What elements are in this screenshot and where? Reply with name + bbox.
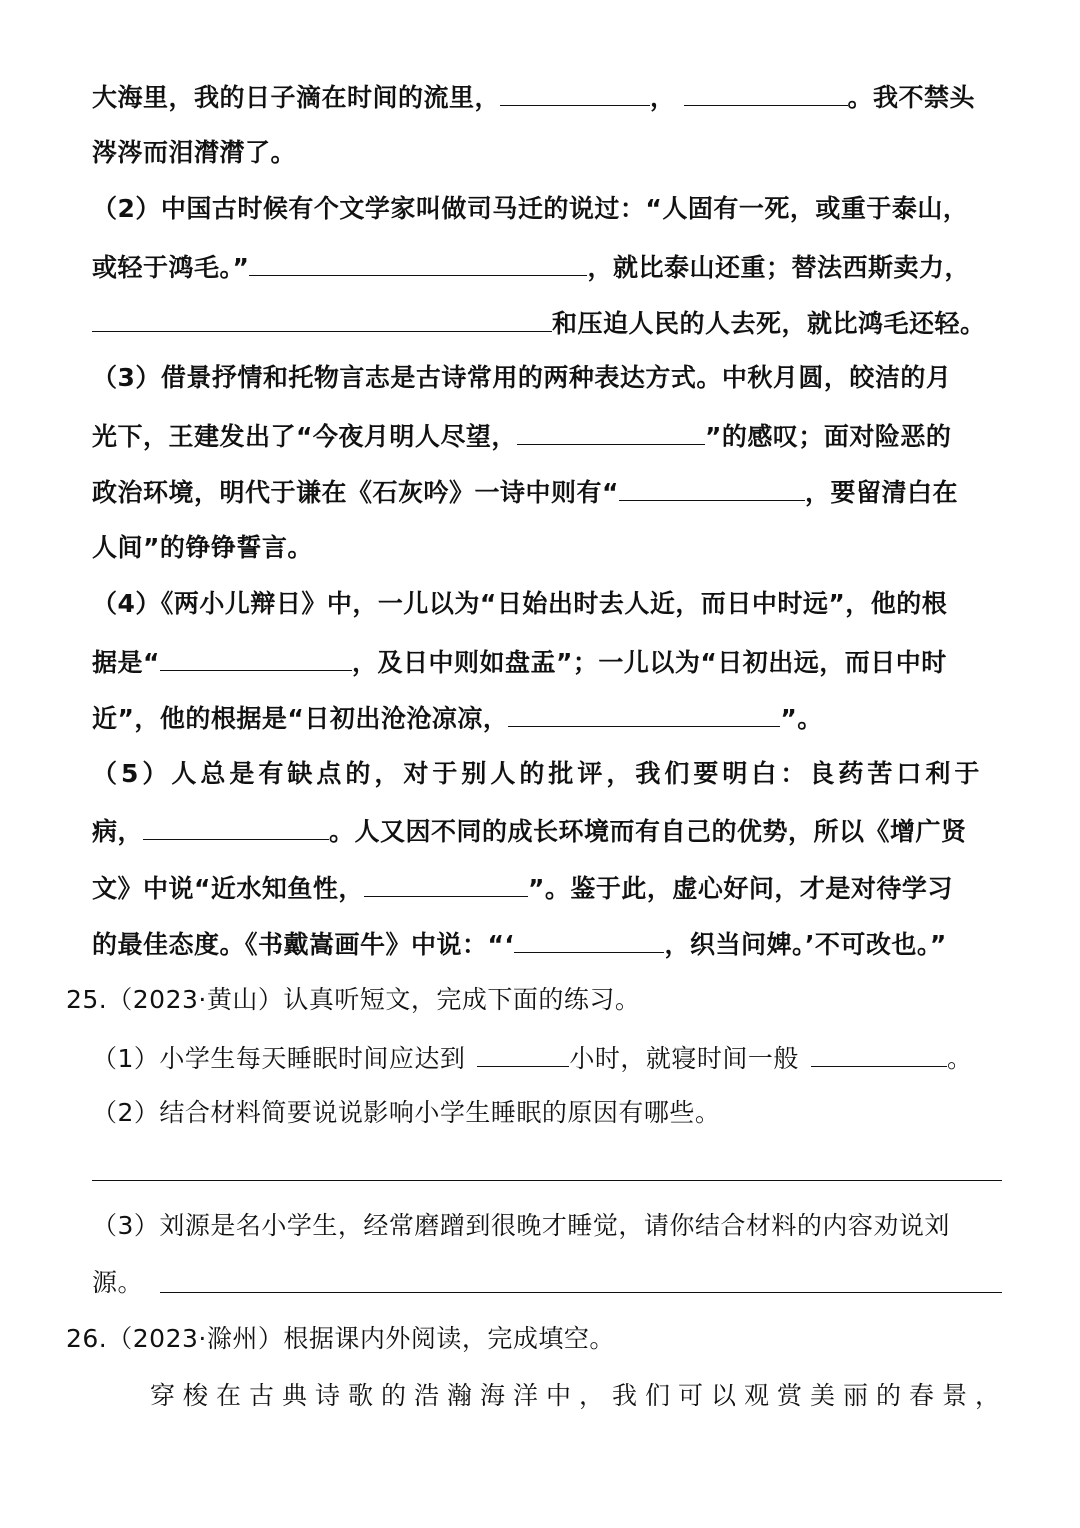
q3-text-d: ，要留清白在 [804,478,958,507]
q5-blank-3[interactable] [514,926,664,953]
q5-blank-1[interactable] [143,813,329,840]
q26-title: 26.（2023·滁州）根据课内外阅读，完成填空。 [66,1324,615,1353]
q3-blank-1[interactable] [517,418,705,445]
q25-part-1 [92,1040,972,1076]
q2-text-a: 或轻于鸿毛。” [92,253,250,282]
q4-line-3 [92,700,823,736]
q3-line-4: 人间”的铮铮誓言。 [92,533,313,562]
q25-title: 25.（2023·黄山）认真听短文，完成下面的练习。 [66,985,641,1014]
q1-line-1 [92,79,975,115]
q5-blank-2[interactable] [364,870,528,897]
q5-text-a: 病， [92,817,144,846]
q25-1-text-b: 小时，就寝时间一般 [569,1044,799,1073]
q4-line-2 [92,644,947,680]
q1-text-a: 大海里，我的日子滴在时间的流里， [92,83,501,112]
q3-blank-2[interactable] [619,474,805,501]
q5-text-f: ，织当问婢。’不可改也。” [664,930,947,959]
q5-line-4 [92,926,947,962]
q2-text-b: ，就比泰山还重；替法西斯卖力， [587,253,970,282]
q3-text-a: 光下，王建发出了“今夜月明人尽望， [92,422,517,451]
q25-answer-line-2[interactable] [92,1180,1002,1181]
q2-line-3 [92,305,986,341]
q1-blank-2[interactable] [684,79,848,106]
q2-line-2 [92,249,970,285]
q2-line-1: （2）中国古时候有个文学家叫做司马迁的说过：“人固有一死，或重于泰山， [92,194,969,223]
q4-blank-1[interactable] [160,644,352,671]
q25-blank-bedtime[interactable] [811,1040,947,1067]
q25-blank-hours[interactable] [477,1040,569,1067]
q3-text-b: ”的感叹；面对险恶的 [704,422,952,451]
q2-blank-1[interactable] [249,249,587,276]
q4-blank-2[interactable] [508,700,780,727]
q25-answer-line-3[interactable] [160,1292,1002,1293]
q25-part-3-line-2: 源。 [92,1268,144,1297]
q5-text-c: 文》中说“近水知鱼性， [92,874,364,903]
q5-line-3 [92,870,953,906]
q4-line-1: （4）《两小儿辩日》中，一儿以为“日始出时去人近，而日中时远”，他的根 [92,589,948,618]
q1-line-2: 涔涔而泪潸潸了。 [92,138,297,167]
q5-text-e: 的最佳态度。《书戴嵩画牛》中说：“‘ [92,930,515,959]
q4-text-a: 据是“ [92,648,160,677]
q5-line-1: （5）人总是有缺点的，对于别人的批评，我们要明白：良药苦口利于 [92,759,984,788]
q5-line-2 [92,813,967,849]
q3-line-1: （3）借景抒情和托物言志是古诗常用的两种表达方式。中秋月圆，皎洁的月 [92,363,952,392]
q4-text-c: 近”，他的根据是“日初出沧沧凉凉， [92,704,509,733]
q1-text-b: ， [650,83,676,112]
q2-blank-2[interactable] [92,305,552,332]
q25-1-text-c: 。 [946,1044,973,1073]
q4-text-b: ，及日中则如盘盂”；一儿以为“日初出远，而日中时 [351,648,947,677]
q3-line-2 [92,418,951,454]
q3-text-c: 政治环境，明代于谦在《石灰吟》一诗中则有“ [92,478,619,507]
q3-line-3 [92,474,958,510]
q1-blank-1[interactable] [500,79,650,106]
q4-text-d: ”。 [780,704,823,733]
q1-text-c: 。我不禁头 [847,83,976,112]
q26-line-1: 穿梭在古典诗歌的浩瀚海洋中，我们可以观赏美丽的春景， [150,1381,1009,1410]
q2-text-c: 和压迫人民的人去死，就比鸿毛还轻。 [552,309,986,338]
q5-text-d: ”。鉴于此，虚心好问，才是对待学习 [527,874,953,903]
q5-text-b: 。人又因不同的成长环境而有自己的优势，所以《增广贤 [329,817,967,846]
q25-1-text-a: （1）小学生每天睡眠时间应达到 [92,1044,466,1073]
q25-part-2: （2）结合材料简要说说影响小学生睡眠的原因有哪些。 [92,1098,721,1127]
q25-part-3-line-1: （3）刘源是名小学生，经常磨蹭到很晚才睡觉，请你结合材料的内容劝说刘 [92,1211,950,1240]
